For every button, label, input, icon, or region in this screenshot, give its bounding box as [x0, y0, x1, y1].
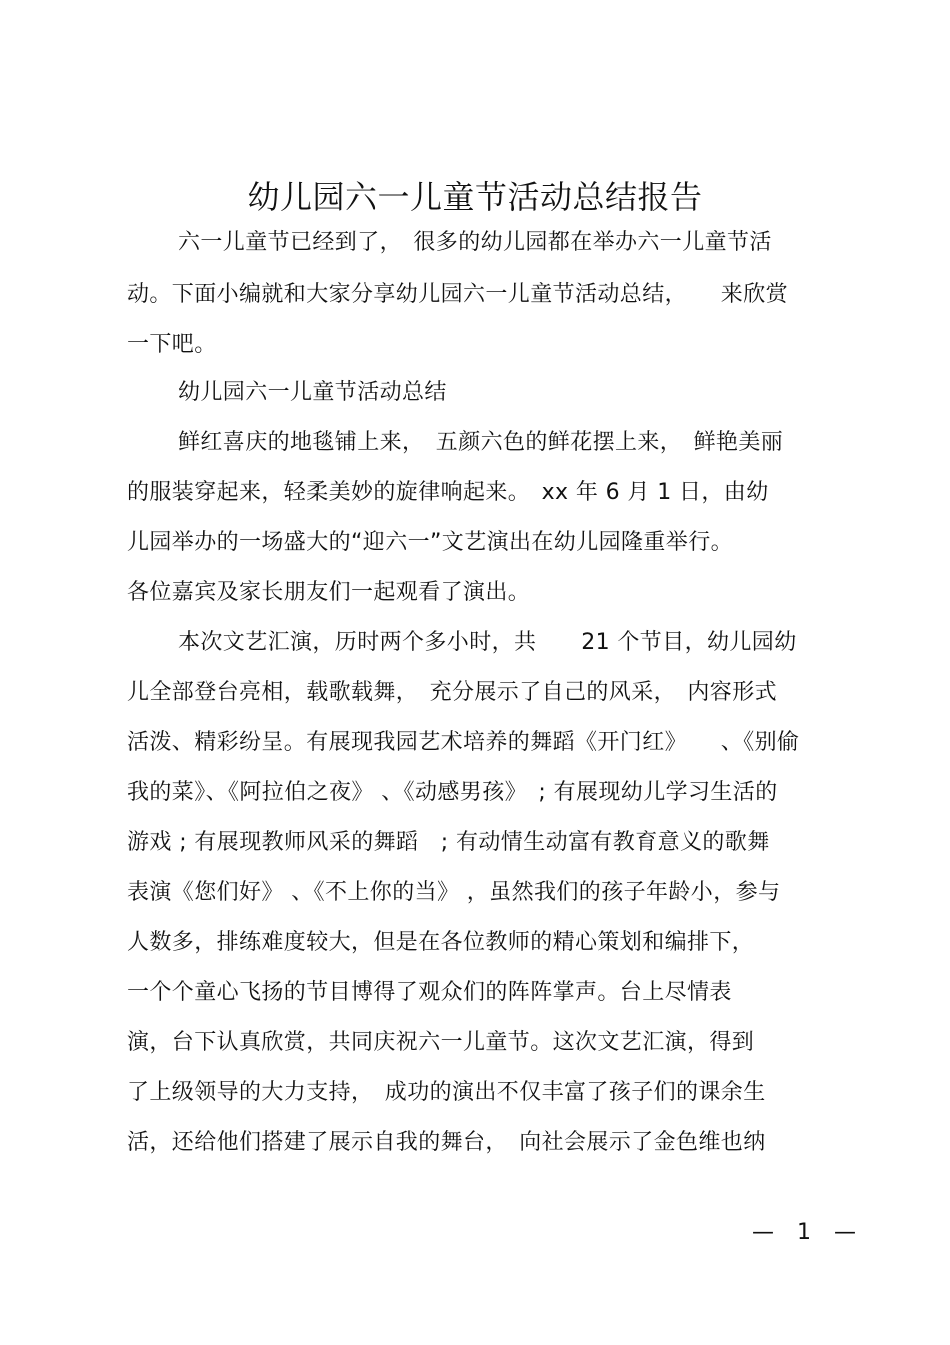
text-line-14: 表演《您们好》 、《不上你的当》 ，虽然我们的孩子年龄小，参与 [127, 880, 781, 905]
document-title: 幼儿园六一儿童节活动总结报告 [247, 178, 703, 216]
text-line-16: 一个个童心飞扬的节目博得了观众们的阵阵掌声。台上尽情表 [127, 980, 732, 1005]
text-line-8: 各位嘉宾及家长朋友们一起观看了演出。 [127, 580, 531, 605]
text-line-9: 本次文艺汇演，历时两个多小时，共 21 个节目，幼儿园幼 [178, 630, 797, 655]
text-line-18: 了上级领导的大力支持， 成功的演出不仅丰富了孩子们的课余生 [127, 1080, 766, 1105]
text-line-6: 的服装穿起来，轻柔美妙的旋律响起来。 xx 年 6 月 1 日，由幼 [127, 480, 769, 505]
text-line-13: 游戏 ; 有展现教师风采的舞蹈 ; 有动情生动富有教育意义的歌舞 [127, 830, 770, 855]
page-number: — 1 — [752, 1220, 864, 1245]
text-line-12: 我的菜》、《阿拉伯之夜》 、《动感男孩》 ; 有展现幼儿学习生活的 [127, 780, 778, 805]
text-line-19: 活，还给他们搭建了展示自我的舞台， 向社会展示了金色维也纳 [127, 1130, 766, 1155]
text-line-11: 活泼、精彩纷呈。有展现我园艺术培养的舞蹈《开门红》 、《别偷 [127, 730, 800, 755]
text-line-5: 鲜红喜庆的地毯铺上来， 五颜六色的鲜花摆上来， 鲜艳美丽 [178, 430, 784, 455]
text-line-10: 儿全部登台亮相，载歌载舞， 充分展示了自己的风采， 内容形式 [127, 680, 778, 705]
text-line-2: 动。下面小编就和大家分享幼儿园六一儿童节活动总结， 来欣赏 [127, 282, 789, 307]
text-line-1: 六一儿童节已经到了， 很多的幼儿园都在举办六一儿童节活 [178, 230, 772, 255]
text-line-3: 一下吧。 [127, 332, 217, 357]
section-heading: 幼儿园六一儿童节活动总结 [178, 380, 447, 405]
text-line-17: 演，台下认真欣赏，共同庆祝六一儿童节。这次文艺汇演，得到 [127, 1030, 755, 1055]
text-line-15: 人数多，排练难度较大，但是在各位教师的精心策划和编排下， [127, 930, 755, 955]
text-line-7: 儿园举办的一场盛大的“迎六一”文艺演出在幼儿园隆重举行。 [127, 530, 733, 555]
